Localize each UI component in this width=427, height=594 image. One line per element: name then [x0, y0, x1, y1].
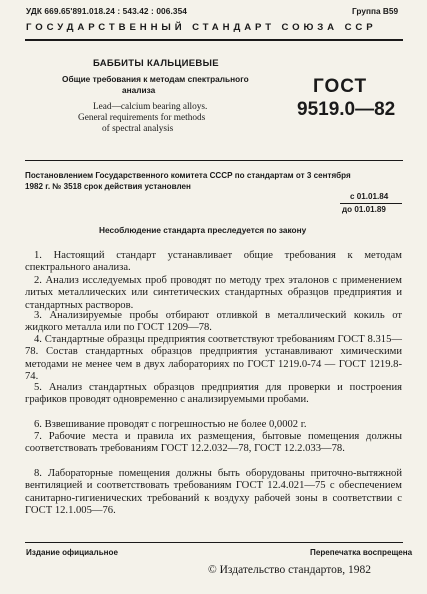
paragraph-5: 5. Анализ стандартных образцов предприятия для проверки и построения графиков проводят одновременно с анализируемыми пробами.: [25, 382, 402, 406]
udk-code: УДК 669.65'891.018.24 : 543.42 : 006.354: [26, 6, 188, 16]
paragraph-6: 6. Взвешивание проводят с погрешностью не более 0,0002 г.: [34, 419, 307, 430]
effective-date-from: с 01.01.84: [350, 192, 389, 201]
english-title-line3: of spectral analysis: [102, 124, 174, 134]
paragraph-2: 2. Анализ исследуемых проб проводят по методу трех эталонов с применением литых металлических или синтетических стандартных образцов предприятия и стандартных растворов.: [25, 275, 402, 311]
header-rule: [25, 39, 403, 41]
english-title-line1: Lead—calcium bearing alloys.: [93, 102, 208, 112]
official-edition-label: Издание официальное: [26, 548, 118, 557]
legal-warning: Несоблюдение стандарта преследуется по закону: [99, 225, 307, 235]
paragraph-3: 3. Анализируемые пробы отбирают отливкой в металлический кокиль от жидкого металла или по ГОСТ 1209—78.: [25, 310, 402, 334]
title-rule: [25, 160, 403, 161]
standard-subtitle-line1: Общие требования к методам спектрального: [62, 74, 249, 84]
paragraph-1: 1. Настоящий стандарт устанавливает общие требования к методам спектрального анализа.: [25, 250, 402, 274]
english-title-line2: General requirements for methods: [78, 113, 206, 123]
gost-number: 9519.0—82: [297, 99, 396, 120]
gost-label: ГОСТ: [313, 76, 368, 97]
standard-subtitle-line2: анализа: [122, 85, 156, 95]
state-standard-banner: ГОСУДАРСТВЕННЫЙ СТАНДАРТ СОЮЗА ССР: [26, 22, 377, 33]
copyright-notice: © Издательство стандартов, 1982: [208, 564, 372, 576]
footer-rule: [25, 542, 403, 543]
date-underline: [340, 203, 402, 204]
group-code: Группа В59: [352, 6, 399, 16]
paragraph-4: 4. Стандартные образцы предприятия соответствуют требованиям ГОСТ 8.315—78. Состав стандартных образцов предприятия устанавливают химическими методами не менее чем в двух лабораториях по ГОСТ 1219.0-74 — ГОСТ 1219.8-74.: [25, 334, 402, 383]
effective-date-to: до 01.01.89: [342, 205, 386, 214]
decree-line2: 1982 г. № 3518 срок действия установлен: [25, 182, 191, 191]
decree-line1: Постановлением Государственного комитета СССР по стандартам от 3 сентября: [25, 171, 351, 180]
reprint-prohibited-label: Перепечатка воспрещена: [310, 548, 413, 557]
paragraph-7: 7. Рабочие места и правила их размещения, бытовые помещения должны соответствовать требованиям ГОСТ 12.2.032—78, ГОСТ 12.2.033—78.: [25, 431, 402, 455]
standard-title: БАББИТЫ КАЛЬЦИЕВЫЕ: [93, 58, 219, 69]
paragraph-8: 8. Лабораторные помещения должны быть оборудованы приточно-вытяжной вентиляцией и соответствовать требованиям ГОСТ 12.4.021—75 с обеспечением санитарно-гигиенических требований к воздуху рабочей зоны в соответствии с ГОСТ 12.1.005—76.: [25, 468, 402, 517]
